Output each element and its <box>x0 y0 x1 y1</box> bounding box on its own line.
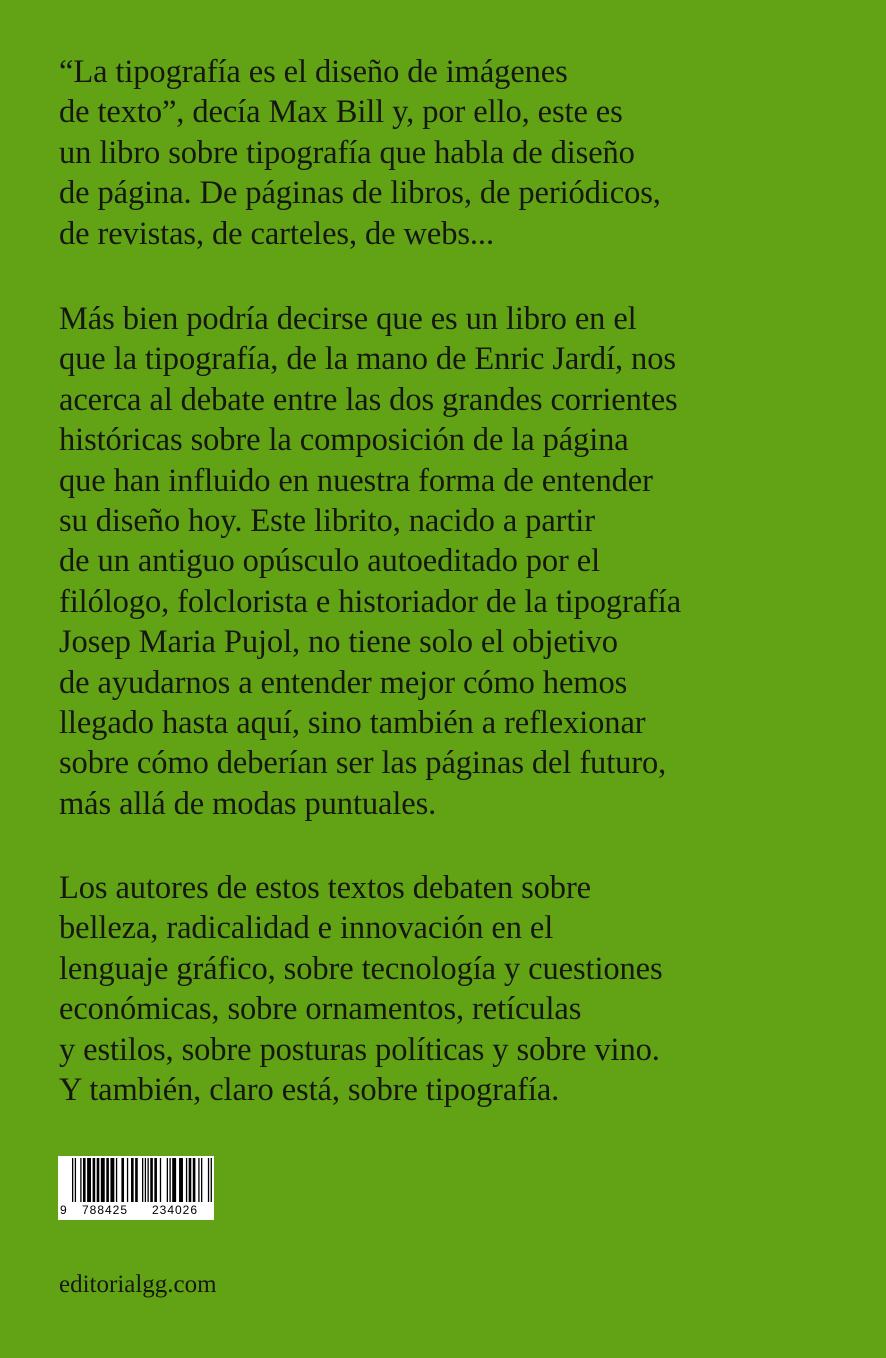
barcode-bar <box>201 1158 202 1202</box>
barcode-digits-left: 788425 <box>81 1203 129 1217</box>
text-line: de revistas, de carteles, de webs... <box>59 215 494 252</box>
barcode-bar <box>154 1158 157 1202</box>
text-line: lenguaje gráfico, sobre tecnología y cuestiones <box>59 950 663 987</box>
text-line: sobre cómo deberían ser las páginas del futuro, <box>59 745 667 782</box>
barcode-bar <box>127 1158 128 1202</box>
barcode-bar <box>160 1158 161 1202</box>
barcode-bar <box>93 1158 96 1202</box>
barcode-bar <box>179 1158 183 1202</box>
barcode-bar <box>167 1158 168 1202</box>
text-line: filólogo, folclorista e historiador de la tipografía <box>59 583 682 620</box>
barcode-bar <box>87 1158 91 1202</box>
barcode-bar <box>101 1158 105 1202</box>
text-line: su diseño hoy. Este librito, nacido a partir <box>59 503 595 540</box>
barcode-bar <box>208 1158 209 1202</box>
text-line: Josep Maria Pujol, no tiene solo el objetivo <box>59 624 618 661</box>
text-line: que la tipografía, de la mano de Enric Jardí, nos <box>59 341 676 378</box>
barcode-bar <box>83 1158 86 1202</box>
text-line: de un antiguo opúsculo autoeditado por el <box>59 543 601 580</box>
text-line: de texto”, decía Max Bill y, por ello, este es <box>59 94 623 131</box>
text-line: llegado hasta aquí, sino también a reflexionar <box>59 705 646 742</box>
barcode-bar <box>75 1158 76 1202</box>
barcode-bar <box>147 1158 148 1202</box>
text-line: Más bien podría decirse que es un libro en el <box>59 301 637 337</box>
text-line: Y también, claro está, sobre tipografía. <box>59 1072 560 1109</box>
barcode-bar <box>135 1158 138 1202</box>
text-line: de ayudarnos a entender mejor cómo hemos <box>59 664 628 701</box>
barcode-bar <box>110 1158 114 1202</box>
text-line: “La tipografía es el diseño de imágenes <box>59 54 568 90</box>
barcode-bar <box>211 1158 212 1202</box>
text-line: belleza, radicalidad e innovación en el <box>59 910 554 947</box>
barcode-bar <box>116 1158 117 1202</box>
barcode-bar <box>172 1158 176 1202</box>
blurb-paragraph-3 <box>59 868 663 1110</box>
text-line: económicas, sobre ornamentos, retículas <box>59 991 582 1028</box>
blurb-paragraph-1 <box>59 52 661 254</box>
barcode-digit-first: 9 <box>60 1203 67 1217</box>
barcode-digits <box>58 1200 214 1220</box>
barcode-bar <box>198 1158 199 1202</box>
barcode-bars <box>58 1156 214 1204</box>
barcode-bar <box>142 1158 143 1202</box>
barcode-bar <box>106 1158 109 1202</box>
text-line: acerca al debate entre las dos grandes corrientes <box>59 381 678 418</box>
barcode-bar <box>121 1158 124 1202</box>
barcode-bar <box>193 1158 196 1202</box>
barcode-bar <box>131 1158 134 1202</box>
barcode-bar <box>145 1158 146 1202</box>
barcode-digits-right: 234026 <box>151 1203 199 1217</box>
text-line: históricas sobre la composición de la página <box>59 422 629 459</box>
publisher-website: editorialgg.com <box>59 1271 217 1298</box>
barcode-bar <box>169 1158 170 1202</box>
blurb-paragraph-2 <box>59 299 681 824</box>
text-line: un libro sobre tipografía que habla de diseño <box>59 134 635 171</box>
isbn-barcode <box>58 1156 214 1220</box>
text-line: Los autores de estos textos debaten sobre <box>59 870 592 906</box>
barcode-bar <box>80 1158 81 1202</box>
text-line: de página. De páginas de libros, de periódicos, <box>59 175 661 212</box>
barcode-bar <box>186 1158 187 1202</box>
barcode-bar <box>72 1158 73 1202</box>
barcode-bar <box>189 1158 192 1202</box>
text-line: que han influido en nuestra forma de entender <box>59 462 653 499</box>
barcode-bar <box>97 1158 100 1202</box>
text-line: y estilos, sobre posturas políticas y sobre vino. <box>59 1031 660 1068</box>
barcode-bar <box>150 1158 153 1202</box>
text-line: más allá de modas puntuales. <box>59 785 437 822</box>
